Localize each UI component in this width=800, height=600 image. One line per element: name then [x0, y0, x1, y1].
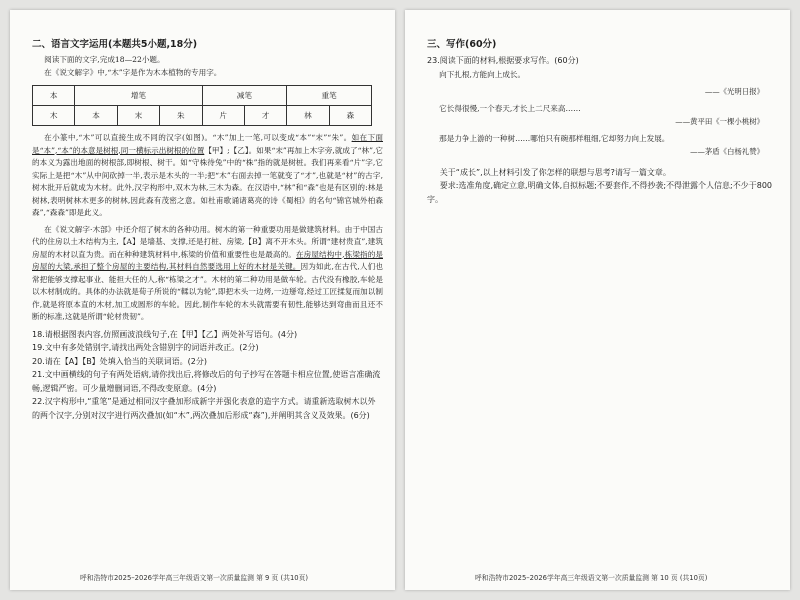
table-cell: 朱: [160, 106, 202, 126]
table-cell: 增笔: [75, 86, 202, 106]
passage-para-2: [32, 132, 383, 220]
question-18: 18.请根据图表内容,仿照画波浪线句子,在【甲】【乙】两处补写语句。(4分): [32, 329, 298, 339]
reading-intro: 阅读下面的文字,完成18—22小题。: [44, 55, 165, 64]
question-19: 19.文中有多处错别字,请找出两处含错别字的词语并改正。(2分): [32, 343, 259, 352]
table-cell: 末: [117, 106, 159, 126]
para-3-text-c: 因为如此,在古代,人们也常把能够支撑起事业、能担大任的人,称“栋梁之才”。木材的第二种功用是做车轮。古代没有橡胶,车轮是以木材制成的。具体的办法就是荀子所说的“輮以为轮”,即把木头一边烤,一边掰弯,经过工匠揉复而加以制作,就是将原本直的木材,加工成圆形的车轮。因此,制作车轮的木头就需要有韧性,能够达到弯曲而且还不断的标准,这就是所谓“轮材贵韧”。: [32, 262, 384, 321]
question-22: 22.汉字构形中,“重笔”是通过相同汉字叠加形成新字并强化表意的造字方式。请重新选取树木以外的两个汉字,分别对汉字进行两次叠加(如“木”,两次叠加后形成“森”),并阐明其含义及效果。(6分): [32, 397, 376, 420]
page-9-footer: 呼和浩特市2025–2026学年高三年级语文第一次质量监测 第 9 页 (共10页): [80, 574, 309, 582]
page-9-content: [32, 36, 383, 422]
section-title-writing: 三、写作(60分): [427, 39, 497, 50]
table-cell: 森: [329, 106, 371, 126]
material-quote-1: 向下扎根,方能向上成长。: [439, 69, 526, 79]
exam-page-9: [10, 10, 395, 590]
question-21: 21.文中画横线的句子有两处语病,请你找出后,将修改后的句子抄写在答题卡相应位置,使语言准确流畅,逻辑严密。可少量增删词语,不得改变原意。(4分): [32, 370, 381, 393]
table-cell: 本: [33, 86, 75, 106]
material-quote-3: 那是力争上游的一种树……哪怕只有碗那样粗细,它却努力向上发展。: [439, 133, 670, 143]
table-cell: 才: [244, 106, 286, 126]
table-cell: 片: [202, 106, 244, 126]
writing-prompt: 关于“成长”,以上材料引发了你怎样的联想与思考?请写一篇文章。: [439, 167, 671, 177]
para-2-text-c: 【甲】;【乙】。如果“末”再加上木字旁,就成了“林”,它的本义为露出地面的树根部,即树根、树干。如“守株待兔”中的“株”指的就是树桩。我们再来看“片”字,它实际上是把“木”从中间砍掉一半,表示是木头的一半;把“木”右面去掉一笔就变了“才”,也就是“材”的古字,树木批开后就成为木材。: [32, 145, 383, 192]
writing-requirements: 要求:选准角度,确定立意,明确文体,自拟标题;不要套作,不得抄袭;不得泄露个人信息;不少于800字。: [427, 181, 773, 204]
table-header-row: [33, 86, 372, 106]
question-20: 20.请在【A】【B】处填入恰当的关联词语。(2分): [32, 356, 208, 366]
page-10-content: [427, 36, 778, 206]
section-title-language-use: 二、语言文字运用(本题共5小题,18分): [32, 39, 198, 50]
para-3-text-a: 在《说文解字·木部》中还介绍了树木的各种功用。树木的第一种重要功用是做建筑材料。由于中国古代的住房以土木结构为主,【A】是墙基、支撑,还是打桩、房梁,【B】离不开木头。所谓“建材贵直”,建筑房屋的木材以直为贵。而在种种建筑材料中,栋梁的价值和重要性也是最高的。: [32, 224, 383, 259]
passage-para-1: 在《说文解字》中,“木”字是作为木本植物的专用字。: [44, 67, 222, 77]
table-cell: 林: [287, 106, 329, 126]
table-char-row: [33, 106, 372, 126]
page-10-footer: 呼和浩特市2025–2026学年高三年级语文第一次质量监测 第 10 页 (共10页): [475, 574, 708, 582]
para-2-text-a: 在小篆中,“木”可以直接生成不同的汉字(如图)。“木”加上一笔,可以变成“本”“末”“朱”。: [44, 133, 352, 142]
table-cell: 本: [75, 106, 117, 126]
table-cell: 木: [33, 106, 75, 126]
character-table: [32, 85, 372, 126]
wavy-underlined-sentence: 如在下面是“本”,“本”的本意是树根,同一横标示出树根的位置: [32, 133, 384, 155]
material-source-2: ——黄平田《一棵小桃树》: [675, 116, 764, 126]
table-cell: 重笔: [287, 86, 372, 106]
material-source-3: ——茅盾《白杨礼赞》: [690, 146, 764, 156]
question-23: 23.阅读下面的材料,根据要求写作。(60分): [427, 56, 579, 65]
material-source-1: ——《光明日报》: [704, 86, 764, 96]
passage-para-3: [32, 224, 383, 324]
para-2-text-d: 此外,汉字构形中,双木为林,三木为森。在汉语中,“林”和“森”也是有区别的:林是树林,表明树林木更多的树林,因此森有茂密之意。如杜甫歌诵诸葛亮的诗《蜀相》的名句“锦官城外柏森森”,“森森”即是此义。: [32, 183, 383, 217]
table-cell: 减笔: [202, 86, 287, 106]
underlined-sentence: 在房屋结构中,栋梁指的是房屋的大梁,承担了整个房屋的主要结构,其材料自然要选用上好的木材是关键。: [32, 249, 383, 271]
material-quote-2: 它长得很慢,一个春天,才长上二尺来高……: [439, 103, 581, 113]
exam-page-10: [405, 10, 790, 590]
